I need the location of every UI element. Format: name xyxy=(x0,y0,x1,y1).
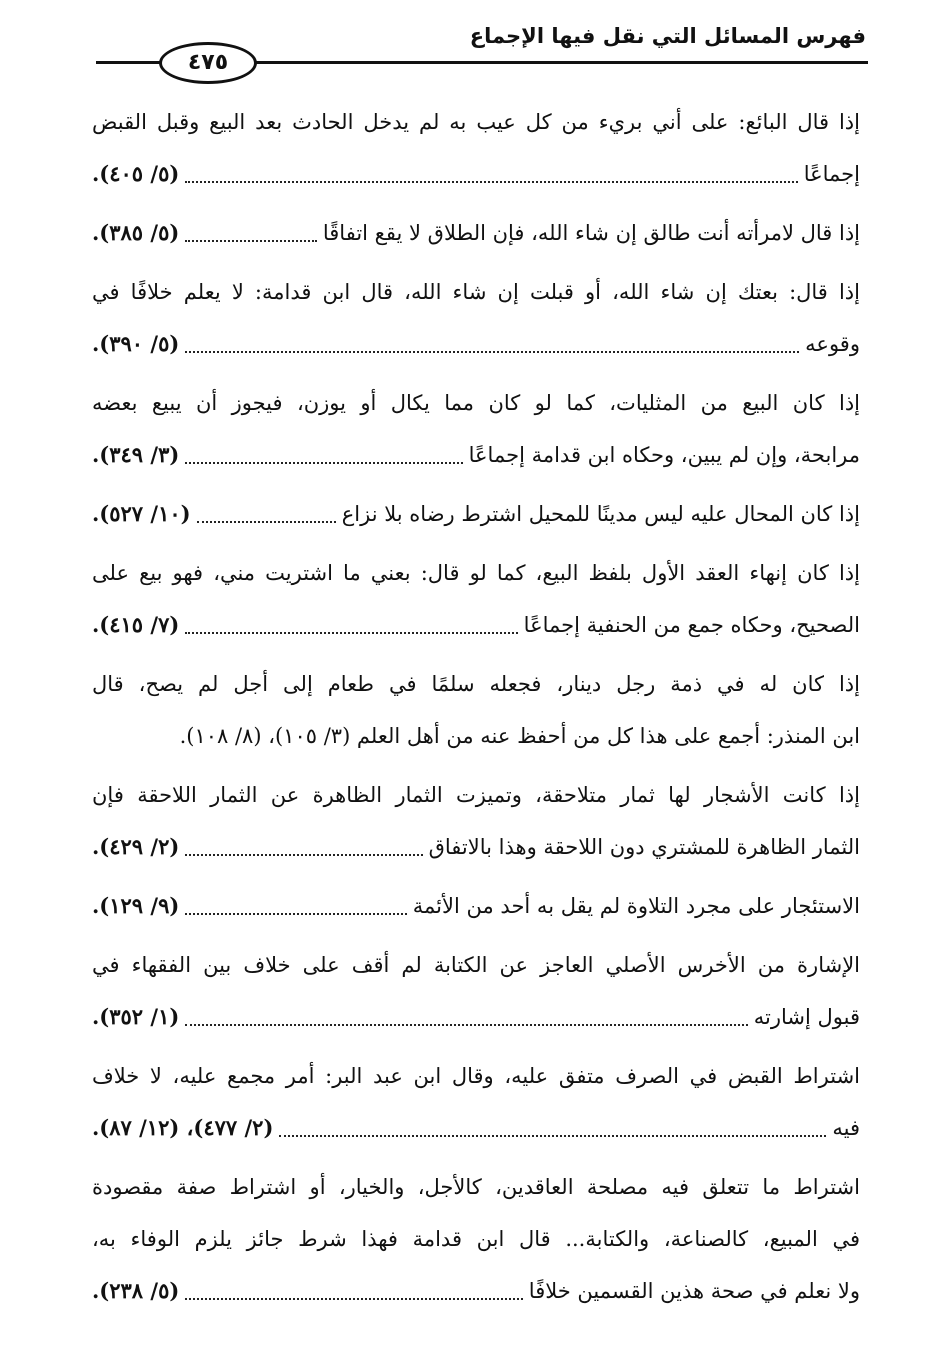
entry-last-line xyxy=(92,1102,860,1154)
entry-text: فيه xyxy=(832,1116,860,1140)
entry-text: إذا كان المحال عليه ليس مدينًا للمحيل اشترط رضاه بلا نزاع xyxy=(341,502,860,526)
entry-line xyxy=(92,939,860,991)
entry-last-line xyxy=(92,207,860,259)
index-entry xyxy=(92,939,860,1043)
entry-last-line xyxy=(92,488,860,540)
dot-leader xyxy=(185,181,797,183)
index-entry xyxy=(92,658,860,762)
entry-last-line xyxy=(92,1265,860,1317)
entry-last-line xyxy=(92,880,860,932)
entry-text: إذا كان إنهاء العقد الأول بلفظ البيع، كما لو قال: بعني ما اشتريت مني، فهو بيع على xyxy=(92,561,860,585)
dot-leader xyxy=(185,913,406,915)
entry-text: في المبيع، كالصناعة، والكتابة... قال ابن قدامة فهذا شرط جائز يلزم الوفاء به، xyxy=(92,1227,860,1251)
volume-page-reference: (٥/ ٤٠٥). xyxy=(92,161,180,186)
entry-line xyxy=(92,769,860,821)
volume-page-reference: (٥/ ٢٣٨). xyxy=(92,1278,180,1303)
dot-leader xyxy=(185,240,317,242)
volume-page-reference: (٩/ ١٢٩). xyxy=(92,893,180,918)
page-header xyxy=(96,22,868,82)
entry-line xyxy=(92,96,860,148)
volume-page-reference: (٧/ ٤١٥). xyxy=(92,612,180,637)
entry-text: الاستئجار على مجرد التلاوة لم يقل به أحد من الأئمة xyxy=(412,894,860,918)
volume-page-reference: (٢/ ٤٧٧)، (١٢/ ٨٧). xyxy=(92,1115,274,1140)
entry-text: الإشارة من الأخرس الأصلي العاجز عن الكتابة لم أقف على خلاف بين الفقهاء في xyxy=(92,953,860,977)
entry-text: إذا قال لامرأته أنت طالق إن شاء الله، فإن الطلاق لا يقع اتفاقًا xyxy=(322,221,860,245)
entry-text: مرابحة، وإن لم يبين، وحكاه ابن قدامة إجماعًا xyxy=(468,443,860,467)
index-entry xyxy=(92,547,860,651)
entry-text: قبول إشارته xyxy=(753,1005,860,1029)
volume-page-reference: (٥/ ٣٩٠). xyxy=(92,331,180,356)
entry-line xyxy=(92,1213,860,1265)
dot-leader xyxy=(197,521,336,523)
entry-line xyxy=(92,658,860,710)
entry-text: الصحيح، وحكاه جمع من الحنفية إجماعًا xyxy=(523,613,860,637)
dot-leader xyxy=(185,351,799,353)
entry-text: إذا كان له في ذمة رجل دينار، فجعله سلمًا في طعام إلى أجل لم يصح، قال xyxy=(92,672,860,696)
dot-leader xyxy=(185,1024,747,1026)
index-entry xyxy=(92,1161,860,1317)
entry-line xyxy=(92,547,860,599)
entry-last-line xyxy=(92,429,860,481)
index-entry xyxy=(92,488,860,540)
entry-text: إجماعًا xyxy=(803,162,860,186)
dot-leader xyxy=(185,854,422,856)
entry-line xyxy=(92,266,860,318)
entry-last-line xyxy=(92,599,860,651)
entry-line xyxy=(92,1161,860,1213)
entry-line xyxy=(92,377,860,429)
index-entry xyxy=(92,769,860,873)
entry-text: اشتراط ما تتعلق فيه مصلحة العاقدين، كالأجل، والخيار، أو اشتراط صفة مقصودة xyxy=(92,1175,860,1199)
entry-line xyxy=(92,1050,860,1102)
entry-text: إذا قال البائع: على أني بريء من كل عيب به لم يدخل الحادث بعد البيع وقبل القبض xyxy=(92,110,860,134)
entry-last-line xyxy=(92,991,860,1043)
volume-page-reference: (٥/ ٣٨٥). xyxy=(92,220,180,245)
entry-text: ابن المنذر: أجمع على هذا كل من أحفظ عنه من أهل العلم (٣/ ١٠٥)، (٨/ ١٠٨). xyxy=(179,724,860,748)
entry-text: اشتراط القبض في الصرف متفق عليه، وقال ابن عبد البر: أمر مجمع عليه، لا خلاف xyxy=(92,1064,860,1088)
volume-page-reference: (٢/ ٤٢٩). xyxy=(92,834,180,859)
dot-leader xyxy=(185,632,517,634)
volume-page-reference: (٣/ ٣٤٩). xyxy=(92,442,180,467)
index-entry xyxy=(92,266,860,370)
dot-leader xyxy=(185,1298,523,1300)
entry-text: الثمار الظاهرة للمشتري دون اللاحقة وهذا بالاتفاق xyxy=(428,835,860,859)
index-entry xyxy=(92,96,860,200)
entry-last-line xyxy=(92,318,860,370)
entry-text: وقوعه xyxy=(805,332,860,356)
volume-page-reference: (١٠/ ٥٢٧). xyxy=(92,501,191,526)
entry-last-line xyxy=(92,148,860,200)
index-entry xyxy=(92,207,860,259)
index-entry xyxy=(92,377,860,481)
entry-last-line xyxy=(92,821,860,873)
dot-leader xyxy=(279,1135,826,1137)
dot-leader xyxy=(185,462,462,464)
entry-text: إذا قال: بعتك إن شاء الله، أو قبلت إن شاء الله، قال ابن قدامة: لا يعلم خلافًا في xyxy=(92,280,860,304)
index-entry xyxy=(92,880,860,932)
entry-last-line xyxy=(92,710,860,762)
entry-text: إذا كان البيع من المثليات، كما لو كان مما يكال أو يوزن، فيجوز أن يبيع بعضه xyxy=(92,391,860,415)
entry-text: ولا نعلم في صحة هذين القسمين خلافًا xyxy=(528,1279,860,1303)
entry-text: إذا كانت الأشجار لها ثمار متلاحقة، وتميزت الثمار الظاهرة عن الثمار اللاحقة فإن xyxy=(92,783,860,807)
page-number: ٤٧٥ xyxy=(159,42,257,84)
index-entry xyxy=(92,1050,860,1154)
running-title: فهرس المسائل التي نقل فيها الإجماع xyxy=(460,24,866,48)
index-entries xyxy=(92,96,860,1324)
volume-page-reference: (١/ ٣٥٢). xyxy=(92,1004,180,1029)
